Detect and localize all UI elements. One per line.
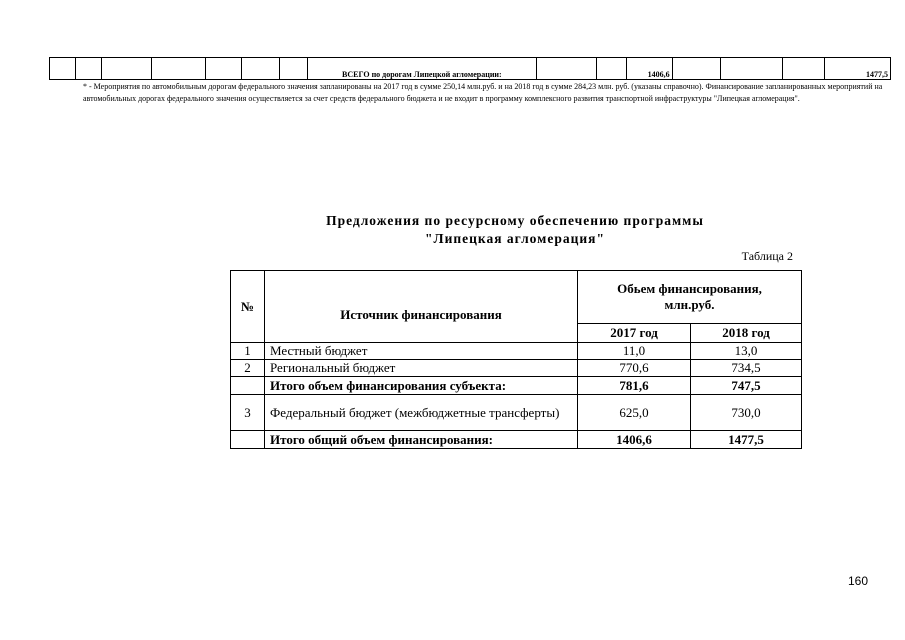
section-subtitle: "Липецкая агломерация": [425, 231, 605, 246]
row-2018: 1477,5: [691, 431, 802, 449]
row-num: 3: [231, 395, 265, 431]
table-row: [231, 360, 802, 377]
row-source: Местный бюджет: [265, 343, 578, 360]
summary-value-2018: 1477,5: [824, 58, 890, 80]
row-num: [231, 377, 265, 395]
header-2018: 2018 год: [691, 324, 802, 343]
summary-value-2017: 1406,6: [626, 58, 672, 80]
header-2017: 2017 год: [578, 324, 691, 343]
row-2017: 625,0: [578, 395, 691, 431]
table-row: [231, 395, 802, 431]
row-num: 1: [231, 343, 265, 360]
section-title: Предложения по ресурсному обеспечению программы: [326, 213, 704, 228]
table-row-subtotal: [231, 377, 802, 395]
row-2017: 781,6: [578, 377, 691, 395]
row-2018: 734,5: [691, 360, 802, 377]
funding-table: [230, 270, 802, 449]
summary-row: [50, 58, 891, 80]
row-source: Региональный бюджет: [265, 360, 578, 377]
row-2018: 730,0: [691, 395, 802, 431]
row-2018: 747,5: [691, 377, 802, 395]
table-caption: Таблица 2: [741, 249, 793, 263]
summary-row-table: [49, 57, 891, 80]
page-number: 160: [847, 574, 868, 588]
row-2017: 11,0: [578, 343, 691, 360]
footnote: * - Мероприятия по автомобильным дорогам федерального значения запланированы на 2017 год в сумме 250,14 млн.руб. и на 2018 год в сумме 284,23 млн. руб. (указаны справочно). Финансирование запланированных мероприятий на автомобильных дорогах федерального значения осуществляется за счет средств федерального бюджета и не входит в программу комплексного развития транспортной инфраструктуры "Липецкая агломерация".: [83, 82, 883, 103]
row-2017: 1406,6: [578, 431, 691, 449]
table-row: [231, 343, 802, 360]
header-num: №: [231, 271, 265, 343]
header-source: Источник финансирования: [265, 271, 578, 343]
row-num: 2: [231, 360, 265, 377]
table-row-total: [231, 431, 802, 449]
summary-label: ВСЕГО по дорогам Липецкой агломерации:: [308, 58, 536, 80]
row-2017: 770,6: [578, 360, 691, 377]
row-num: [231, 431, 265, 449]
row-source: Федеральный бюджет (межбюджетные трансферты): [265, 395, 578, 431]
row-source: Итого объем финансирования субъекта:: [265, 377, 578, 395]
header-row: [231, 271, 802, 324]
header-volume: Обьем финансирования, млн.руб.: [578, 271, 802, 324]
row-source: Итого общий объем финансирования:: [265, 431, 578, 449]
row-2018: 13,0: [691, 343, 802, 360]
